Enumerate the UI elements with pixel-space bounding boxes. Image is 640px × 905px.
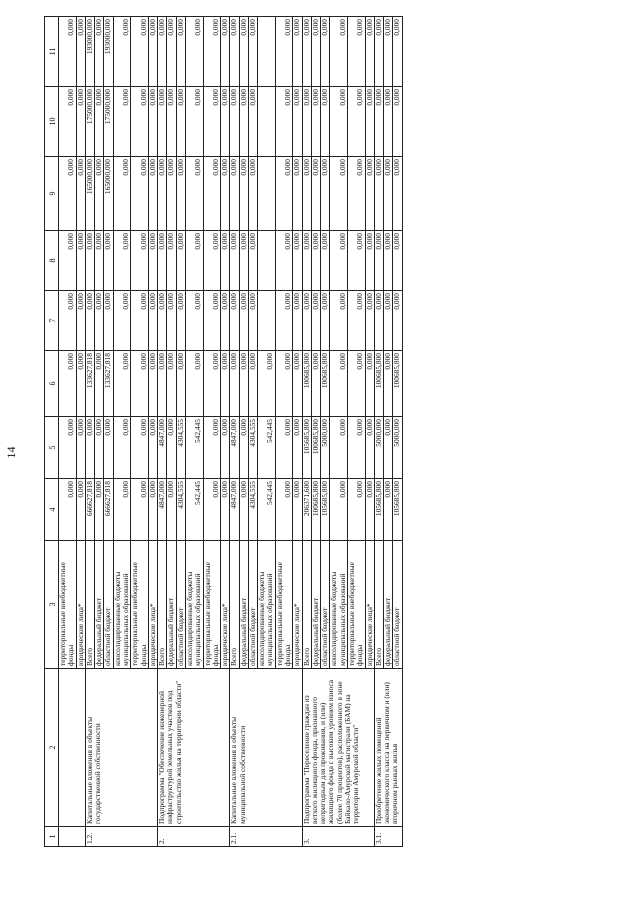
amount-cell: 0,000 xyxy=(76,351,85,417)
amount-cell: 0,000 xyxy=(374,87,383,157)
amount-cell: 0,000 xyxy=(248,351,257,417)
amount-cell: 105685,800 xyxy=(321,479,330,541)
amount-cell: 0,000 xyxy=(95,351,104,417)
amount-cell: 0,000 xyxy=(330,291,348,351)
amount-cell: 4304,555 xyxy=(248,417,257,479)
amount-cell: 0,000 xyxy=(113,479,131,541)
amount-cell: 0,000 xyxy=(148,417,157,479)
amount-cell: 0,000 xyxy=(311,157,320,231)
amount-cell: 0,000 xyxy=(275,351,293,417)
funding-source: областной бюджет xyxy=(176,541,185,669)
amount-cell: 0,000 xyxy=(330,351,348,417)
amount-cell: 0,000 xyxy=(167,17,176,87)
amount-cell: 0,000 xyxy=(384,417,393,479)
amount-cell: 0,000 xyxy=(221,17,230,87)
amount-cell: 0,000 xyxy=(76,157,85,231)
amount-cell: 0,000 xyxy=(384,351,393,417)
amount-cell: 0,000 xyxy=(158,231,167,291)
amount-cell: 0,000 xyxy=(203,351,221,417)
amount-cell: 0,000 xyxy=(230,87,239,157)
amount-cell: 0,000 xyxy=(365,351,374,417)
amount-cell: 0,000 xyxy=(76,291,85,351)
amount-cell: 0,000 xyxy=(167,157,176,231)
funding-source: Всего xyxy=(85,541,94,669)
amount-cell: 542,445 xyxy=(185,417,203,479)
amount-cell: 0,000 xyxy=(302,291,311,351)
amount-cell: 0,000 xyxy=(311,351,320,417)
funding-source: территориальные внебюджетные фонды xyxy=(203,541,221,669)
amount-cell: 0,000 xyxy=(95,479,104,541)
amount-cell: 0,000 xyxy=(348,231,366,291)
amount-cell: 666627,818 xyxy=(104,479,113,541)
amount-cell: 0,000 xyxy=(311,87,320,157)
amount-cell: 542,445 xyxy=(258,479,276,541)
item-name: Подпрограмма "Переселение граждан из ветхого жилищного фонда, признанного непригодным для проживания, и (или) жилищного фонда с высоким уровнем износа (более 70 процентов), расположенного в зоне Байкало-Амурской магистрали (БАМ) на территории Амурской области" xyxy=(302,669,374,827)
amount-cell: 0,000 xyxy=(293,351,302,417)
amount-cell: 0,000 xyxy=(176,157,185,231)
funding-source: юридические лица* xyxy=(221,541,230,669)
amount-cell: 0,000 xyxy=(393,87,402,157)
amount-cell: 0,000 xyxy=(176,87,185,157)
amount-cell: 0,000 xyxy=(131,17,149,87)
amount-cell: 0,000 xyxy=(158,291,167,351)
item-number: 2.1. xyxy=(230,827,302,847)
amount-cell: 0,000 xyxy=(113,351,131,417)
amount-cell: 0,000 xyxy=(203,231,221,291)
column-header: 8 xyxy=(45,231,59,291)
amount-cell: 0,000 xyxy=(95,17,104,87)
amount-cell: 666627,818 xyxy=(85,479,94,541)
amount-cell: 175000,000 xyxy=(104,87,113,157)
amount-cell: 0,000 xyxy=(230,351,239,417)
amount-cell: 0,000 xyxy=(221,417,230,479)
amount-cell: 0,000 xyxy=(330,479,348,541)
amount-cell: 4847,000 xyxy=(230,479,239,541)
amount-cell: 0,000 xyxy=(203,291,221,351)
amount-cell: 0,000 xyxy=(248,157,257,231)
amount-cell: 0,000 xyxy=(158,87,167,157)
amount-cell: 0,000 xyxy=(239,479,248,541)
amount-cell: 0,000 xyxy=(230,157,239,231)
amount-cell: 0,000 xyxy=(221,351,230,417)
amount-cell: 0,000 xyxy=(95,87,104,157)
amount-cell: 0,000 xyxy=(330,231,348,291)
financing-table xyxy=(44,16,403,847)
funding-source: федеральный бюджет xyxy=(95,541,104,669)
amount-cell: 0,000 xyxy=(131,417,149,479)
amount-cell: 0,000 xyxy=(365,291,374,351)
item-name: Капитальные вложения в объекты государственной собственности xyxy=(85,669,157,827)
amount-cell: 0,000 xyxy=(148,17,157,87)
amount-cell: 165000,000 xyxy=(104,157,113,231)
amount-cell: 0,000 xyxy=(365,231,374,291)
column-header: 11 xyxy=(45,17,59,87)
amount-cell: 0,000 xyxy=(167,351,176,417)
amount-cell: 0,000 xyxy=(311,231,320,291)
amount-cell: 0,000 xyxy=(384,157,393,231)
column-header: 1 xyxy=(45,827,59,847)
column-header: 10 xyxy=(45,87,59,157)
amount-cell: 100685,800 xyxy=(393,351,402,417)
amount-cell: 133627,818 xyxy=(85,351,94,417)
amount-cell: 0,000 xyxy=(393,291,402,351)
amount-cell: 0,000 xyxy=(148,157,157,231)
amount-cell: 0,000 xyxy=(348,351,366,417)
amount-cell: 0,000 xyxy=(158,17,167,87)
amount-cell: 0,000 xyxy=(230,17,239,87)
amount-cell: 0,000 xyxy=(131,479,149,541)
funding-source: юридические лица* xyxy=(148,541,157,669)
amount-cell: 0,000 xyxy=(203,17,221,87)
amount-cell: 193000,000 xyxy=(85,17,94,87)
amount-cell: 0,000 xyxy=(365,417,374,479)
amount-cell: 4847,000 xyxy=(158,479,167,541)
amount-cell: 0,000 xyxy=(148,479,157,541)
page-number: 14 xyxy=(4,446,18,459)
amount-cell: 0,000 xyxy=(393,231,402,291)
amount-cell: 4847,000 xyxy=(158,417,167,479)
amount-cell: 0,000 xyxy=(59,291,77,351)
amount-cell: 0,000 xyxy=(330,417,348,479)
column-header: 9 xyxy=(45,157,59,231)
amount-cell: 0,000 xyxy=(59,417,77,479)
funding-source: консолидированные бюджеты муниципальных образований xyxy=(185,541,203,669)
table-row xyxy=(302,17,311,847)
amount-cell: 0,000 xyxy=(384,17,393,87)
amount-cell: 0,000 xyxy=(113,291,131,351)
amount-cell: 0,000 xyxy=(384,291,393,351)
amount-cell: 0,000 xyxy=(185,157,203,231)
amount-cell: 0,000 xyxy=(311,291,320,351)
amount-cell: 0,000 xyxy=(59,17,77,87)
amount-cell: 0,000 xyxy=(131,291,149,351)
item-number: 3.1. xyxy=(374,827,402,847)
column-header: 2 xyxy=(45,669,59,827)
amount-cell: 0,000 xyxy=(348,157,366,231)
funding-source: территориальные внебюджетные фонды xyxy=(59,541,77,669)
amount-cell: 0,000 xyxy=(95,157,104,231)
amount-cell: 0,000 xyxy=(293,417,302,479)
amount-cell: 0,000 xyxy=(374,231,383,291)
funding-source: консолидированные бюджеты муниципальных образований xyxy=(113,541,131,669)
amount-cell: 0,000 xyxy=(239,87,248,157)
amount-cell: 0,000 xyxy=(248,291,257,351)
amount-cell: 175000,000 xyxy=(85,87,94,157)
amount-cell: 0,000 xyxy=(321,17,330,87)
amount-cell: 0,000 xyxy=(148,231,157,291)
amount-cell: 0,000 xyxy=(76,17,85,87)
amount-cell: 0,000 xyxy=(248,87,257,157)
amount-cell: 0,000 xyxy=(239,291,248,351)
amount-cell: 0,000 xyxy=(113,417,131,479)
amount-cell: 105685,800 xyxy=(374,479,383,541)
funding-source: Всего xyxy=(158,541,167,669)
amount-cell: 0,000 xyxy=(393,157,402,231)
funding-source: Всего xyxy=(230,541,239,669)
amount-cell: 0,000 xyxy=(85,231,94,291)
amount-cell: 0,000 xyxy=(167,87,176,157)
amount-cell: 0,000 xyxy=(95,231,104,291)
amount-cell: 0,000 xyxy=(321,231,330,291)
amount-cell: 0,000 xyxy=(330,17,348,87)
funding-source: областной бюджет xyxy=(248,541,257,669)
amount-cell: 0,000 xyxy=(365,17,374,87)
amount-cell: 0,000 xyxy=(348,479,366,541)
amount-cell: 0,000 xyxy=(221,479,230,541)
item-number: 3. xyxy=(302,827,374,847)
amount-cell: 0,000 xyxy=(148,291,157,351)
amount-cell: 0,000 xyxy=(76,479,85,541)
amount-cell: 0,000 xyxy=(275,291,293,351)
funding-source: Всего xyxy=(374,541,383,669)
funding-source: областной бюджет xyxy=(321,541,330,669)
amount-cell: 0,000 xyxy=(348,291,366,351)
amount-cell: 0,000 xyxy=(348,87,366,157)
amount-cell: 0,000 xyxy=(104,291,113,351)
amount-cell: 193000,000 xyxy=(104,17,113,87)
funding-source: юридические лица* xyxy=(365,541,374,669)
amount-cell: 0,000 xyxy=(365,479,374,541)
amount-cell: 0,000 xyxy=(167,291,176,351)
amount-cell: 0,000 xyxy=(239,157,248,231)
amount-cell: 0,000 xyxy=(76,231,85,291)
amount-cell: 0,000 xyxy=(293,291,302,351)
amount-cell: 0,000 xyxy=(185,231,203,291)
amount-cell: 0,000 xyxy=(239,231,248,291)
funding-source: федеральный бюджет xyxy=(384,541,393,669)
amount-cell: 0,000 xyxy=(113,17,131,87)
amount-cell: 0,000 xyxy=(59,87,77,157)
amount-cell: 0,000 xyxy=(85,417,94,479)
column-header: 3 xyxy=(45,541,59,669)
amount-cell: 165000,000 xyxy=(85,157,94,231)
amount-cell: 0,000 xyxy=(176,231,185,291)
amount-cell: 0,000 xyxy=(275,479,293,541)
amount-cell: 0,000 xyxy=(176,17,185,87)
amount-cell: 0,000 xyxy=(176,291,185,351)
funding-source: областной бюджет xyxy=(393,541,402,669)
amount-cell: 100685,800 xyxy=(311,417,320,479)
amount-cell: 0,000 xyxy=(230,291,239,351)
item-name: Приобретение жилых помещений экономического класса на первичном и (или) вторичном рынках жилья xyxy=(374,669,402,827)
amount-cell: 0,000 xyxy=(302,231,311,291)
amount-cell: 0,000 xyxy=(302,157,311,231)
amount-cell: 0,000 xyxy=(167,231,176,291)
amount-cell: 0,000 xyxy=(185,17,203,87)
amount-cell: 0,000 xyxy=(148,351,157,417)
amount-cell: 0,000 xyxy=(131,157,149,231)
funding-source: юридические лица* xyxy=(76,541,85,669)
funding-source: областной бюджет xyxy=(104,541,113,669)
amount-cell: 0,000 xyxy=(275,417,293,479)
amount-cell: 0,000 xyxy=(221,231,230,291)
amount-cell: 0,000 xyxy=(275,157,293,231)
amount-cell: 0,000 xyxy=(275,87,293,157)
amount-cell: 0,000 xyxy=(374,17,383,87)
funding-source: федеральный бюджет xyxy=(239,541,248,669)
funding-source: Всего xyxy=(302,541,311,669)
amount-cell: 4847,000 xyxy=(230,417,239,479)
amount-cell: 0,000 xyxy=(275,231,293,291)
amount-cell: 0,000 xyxy=(330,157,348,231)
amount-cell: 0,000 xyxy=(393,17,402,87)
amount-cell: 0,000 xyxy=(203,157,221,231)
amount-cell: 0,000 xyxy=(203,87,221,157)
funding-source: федеральный бюджет xyxy=(311,541,320,669)
amount-cell: 4304,555 xyxy=(176,417,185,479)
amount-cell xyxy=(258,231,276,291)
amount-cell: 0,000 xyxy=(167,417,176,479)
amount-cell: 0,000 xyxy=(221,291,230,351)
amount-cell: 0,000 xyxy=(293,231,302,291)
amount-cell: 0,000 xyxy=(293,17,302,87)
amount-cell: 0,000 xyxy=(248,231,257,291)
header-row xyxy=(45,17,59,847)
table-body xyxy=(59,17,403,847)
column-header: 5 xyxy=(45,417,59,479)
amount-cell: 0,000 xyxy=(203,479,221,541)
amount-cell: 0,000 xyxy=(293,157,302,231)
amount-cell: 0,000 xyxy=(239,351,248,417)
amount-cell: 0,000 xyxy=(113,157,131,231)
amount-cell: 4304,555 xyxy=(248,479,257,541)
amount-cell: 105685,800 xyxy=(393,479,402,541)
amount-cell xyxy=(258,291,276,351)
amount-cell: 100685,800 xyxy=(311,479,320,541)
funding-source: территориальные внебюджетные фонды xyxy=(275,541,293,669)
amount-cell: 0,000 xyxy=(221,87,230,157)
amount-cell: 0,000 xyxy=(185,87,203,157)
amount-cell xyxy=(258,17,276,87)
amount-cell: 0,000 xyxy=(76,87,85,157)
funding-source: территориальные внебюджетные фонды xyxy=(131,541,149,669)
funding-source: территориальные внебюджетные фонды xyxy=(348,541,366,669)
funding-source: консолидированные бюджеты муниципальных образований xyxy=(330,541,348,669)
amount-cell: 0,000 xyxy=(330,87,348,157)
amount-cell: 0,000 xyxy=(321,291,330,351)
amount-cell: 0,000 xyxy=(76,417,85,479)
amount-cell: 0,000 xyxy=(158,157,167,231)
amount-cell: 100685,800 xyxy=(302,351,311,417)
column-header: 7 xyxy=(45,291,59,351)
amount-cell: 0,000 xyxy=(59,351,77,417)
amount-cell: 0,000 xyxy=(275,17,293,87)
funding-source: федеральный бюджет xyxy=(167,541,176,669)
amount-cell: 100685,800 xyxy=(321,351,330,417)
amount-cell: 4304,555 xyxy=(176,479,185,541)
amount-cell: 0,000 xyxy=(113,87,131,157)
funding-source: юридические лица* xyxy=(293,541,302,669)
amount-cell: 0,000 xyxy=(131,87,149,157)
amount-cell: 0,000 xyxy=(384,87,393,157)
amount-cell: 0,000 xyxy=(59,157,77,231)
amount-cell: 542,445 xyxy=(185,479,203,541)
amount-cell: 0,000 xyxy=(221,157,230,231)
amount-cell xyxy=(258,157,276,231)
amount-cell: 0,000 xyxy=(158,351,167,417)
amount-cell: 0,000 xyxy=(113,231,131,291)
amount-cell: 0,000 xyxy=(293,87,302,157)
table-row xyxy=(59,17,77,847)
amount-cell: 0,000 xyxy=(185,351,203,417)
amount-cell: 0,000 xyxy=(384,479,393,541)
amount-cell: 0,000 xyxy=(302,87,311,157)
amount-cell: 0,000 xyxy=(365,87,374,157)
amount-cell: 133627,818 xyxy=(104,351,113,417)
amount-cell: 0,000 xyxy=(374,157,383,231)
amount-cell xyxy=(258,87,276,157)
amount-cell: 0,000 xyxy=(258,351,276,417)
amount-cell: 5000,000 xyxy=(393,417,402,479)
amount-cell: 0,000 xyxy=(321,157,330,231)
amount-cell: 0,000 xyxy=(131,351,149,417)
amount-cell: 0,000 xyxy=(302,17,311,87)
column-header: 6 xyxy=(45,351,59,417)
amount-cell: 542,445 xyxy=(258,417,276,479)
item-name xyxy=(59,669,86,827)
amount-cell: 0,000 xyxy=(348,417,366,479)
amount-cell: 0,000 xyxy=(104,231,113,291)
item-name: Подпрограмма "Обеспечение инженерной инфраструктурой земельных участков под строительство жилья на территории области" xyxy=(158,669,230,827)
funding-source: консолидированные бюджеты муниципальных образований xyxy=(258,541,276,669)
amount-cell: 0,000 xyxy=(176,351,185,417)
amount-cell: 0,000 xyxy=(185,291,203,351)
amount-cell: 0,000 xyxy=(239,17,248,87)
amount-cell: 0,000 xyxy=(104,417,113,479)
amount-cell: 0,000 xyxy=(384,231,393,291)
amount-cell: 5000,000 xyxy=(374,417,383,479)
amount-cell: 100685,800 xyxy=(374,351,383,417)
amount-cell: 0,000 xyxy=(167,479,176,541)
amount-cell: 0,000 xyxy=(248,17,257,87)
amount-cell: 0,000 xyxy=(348,17,366,87)
column-header: 4 xyxy=(45,479,59,541)
amount-cell: 206371,600 xyxy=(302,479,311,541)
amount-cell: 0,000 xyxy=(321,87,330,157)
amount-cell: 0,000 xyxy=(148,87,157,157)
item-name: Капитальные вложения в объекты муниципальной собственности xyxy=(230,669,302,827)
item-number: 2. xyxy=(158,827,230,847)
amount-cell: 0,000 xyxy=(203,417,221,479)
amount-cell: 0,000 xyxy=(95,291,104,351)
amount-cell: 0,000 xyxy=(293,479,302,541)
table-row xyxy=(230,17,239,847)
amount-cell: 0,000 xyxy=(59,479,77,541)
amount-cell: 0,000 xyxy=(95,417,104,479)
amount-cell: 0,000 xyxy=(230,231,239,291)
amount-cell: 0,000 xyxy=(85,291,94,351)
amount-cell: 0,000 xyxy=(365,157,374,231)
amount-cell: 5000,000 xyxy=(321,417,330,479)
amount-cell: 0,000 xyxy=(239,417,248,479)
amount-cell: 105685,800 xyxy=(302,417,311,479)
amount-cell: 0,000 xyxy=(374,291,383,351)
amount-cell: 0,000 xyxy=(59,231,77,291)
item-number xyxy=(59,827,86,847)
item-number: 1.2. xyxy=(85,827,157,847)
amount-cell: 0,000 xyxy=(311,17,320,87)
amount-cell: 0,000 xyxy=(131,231,149,291)
